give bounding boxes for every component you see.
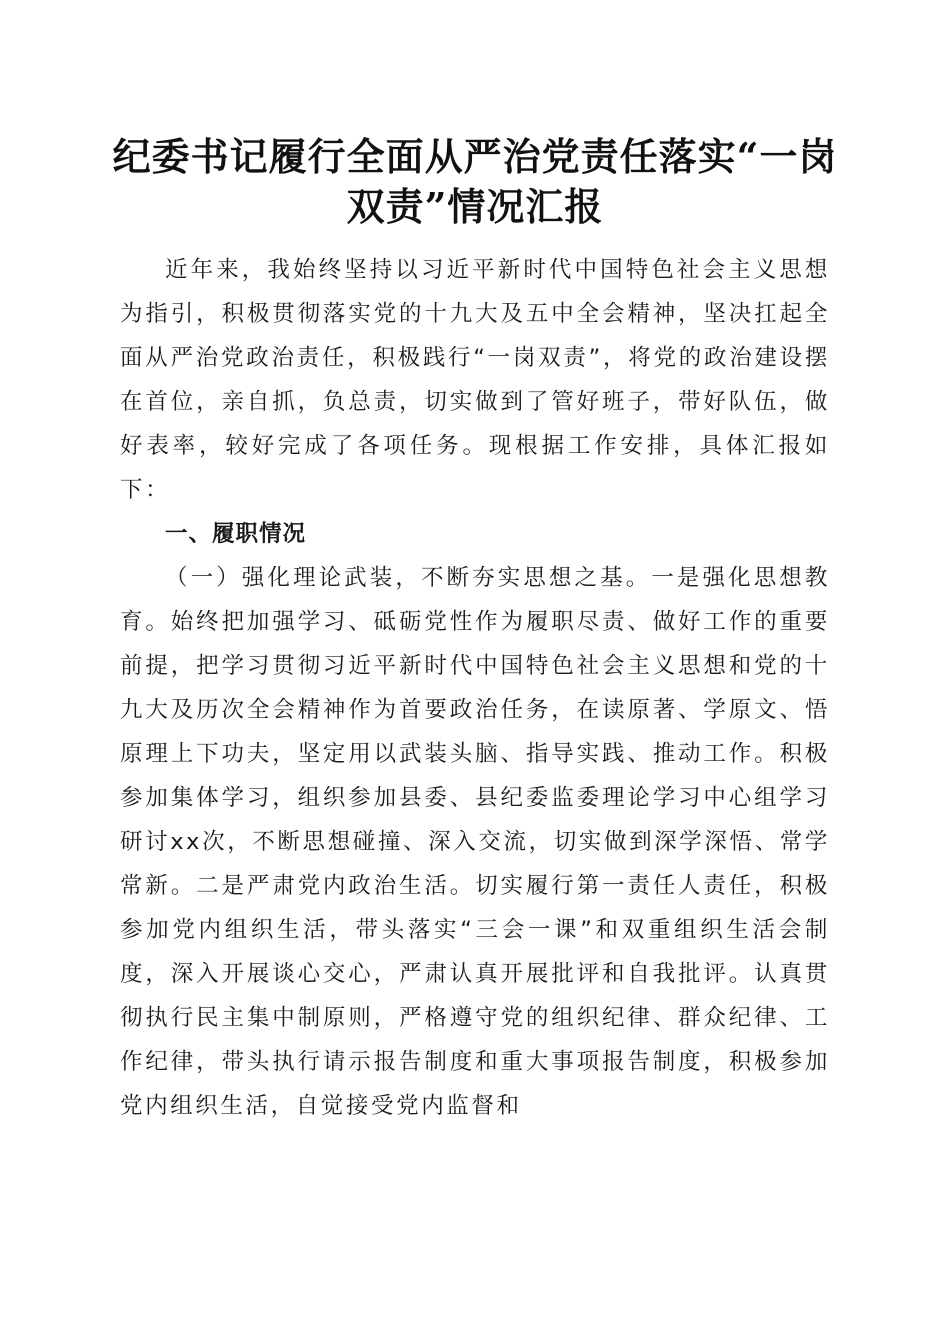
subsection-paragraph: [120, 556, 830, 1128]
intro-paragraph: 近年来，我始终坚持以习近平新时代中国特色社会主义思想为指引，积极贯彻落实党的十九大及五中全会精神，坚决扛起全面从严治党政治责任，积极践行“一岗双责”，将党的政治建设摆在首位，亲自抓，负总责，切实做到了管好班子，带好队伍，做好表率，较好完成了各项任务。现根据工作安排，具体汇报如下：: [120, 257, 830, 503]
document-title: 纪委书记履行全面从严治党责任落实“一岗双责”情况汇报: [112, 134, 838, 229]
section-heading: 一、履职情况: [165, 521, 307, 547]
subsection-heading: （一）强化理论武装，不断夯实思想之基。: [165, 565, 652, 591]
subsection-body: 一是强化思想教育。始终把加强学习、砥砺党性作为履职尽责、做好工作的重要前提，把学习贯彻习近平新时代中国特色社会主义思想和党的十九大及历次全会精神作为首要政治任务，在读原著、学原文、悟原理上下功夫，坚定用以武装头脑、指导实践、推动工作。积极参加集体学习，组织参加县委、县纪委监委理论学习中心组学习研讨xx次，不断思想碰撞、深入交流，切实做到深学深悟、常学常新。二是严肃党内政治生活。切实履行第一责任人责任，积极参加党内组织生活，带头落实“三会一课”和双重组织生活会制度，深入开展谈心交心，严肃认真开展批评和自我批评。认真贯彻执行民主集中制原则，严格遵守党的组织纪律、群众纪律、工作纪律，带头执行请示报告制度和重大事项报告制度，积极参加党内组织生活，自觉接受党内监督和: [120, 565, 831, 1119]
document-body: [120, 248, 830, 1128]
